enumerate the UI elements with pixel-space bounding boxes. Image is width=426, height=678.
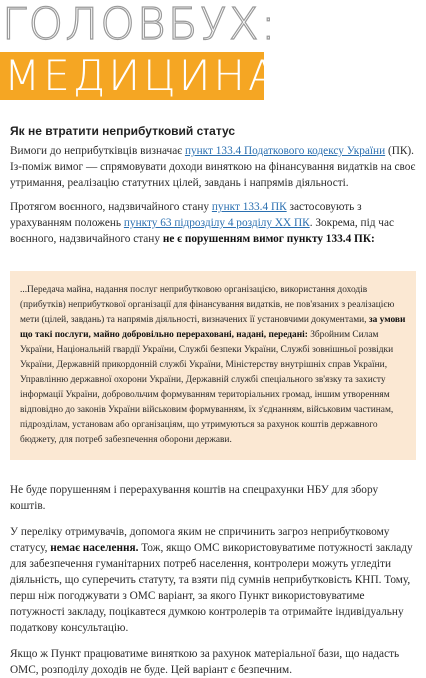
paragraph-nbu: Не буде порушенням і перерахування коштів на спецрахунки НБУ для збору коштів.	[10, 484, 379, 512]
brand-logo	[0, 0, 280, 108]
text-span: . Зокрема, під час воєнного, надзвичайного стану	[10, 217, 395, 245]
logo-line-2: МЕДИЦИНА	[0, 52, 264, 100]
section-title: Як не втратити неприбутковий статус	[10, 124, 236, 138]
text-span: У переліку отримувачів, допомога яким не спричинить загроз неприбутковому статусу,	[10, 526, 390, 554]
text-span: Протягом воєнного, надзвичайного стану	[10, 201, 212, 213]
text-span: ...Передача майна, надання послуг неприбутковою організацією, використання доходів (прибутків) неприбуткової організації для фінансування видатків, не пов'язаних з реалізацією мети (цілей, завдань) та напрямів діяльності, визначених її установчими документами,	[20, 285, 395, 325]
text-span: Тож, якщо ОМС використовуватиме потужності закладу для забезпечення гуманітарних потреб населення, контролери можуть угледіти діяльність, що суперечить статуту, та взяти під сумнів неприбутковість КНП. Тому, перш ніж погоджувати з ОМС варіант, за якого Пункт використовуватиме потужності закладу, поцікавтеся думкою контролерів та отримайте індивідуальну податкову консультацію.	[10, 542, 413, 634]
text-span: Вимоги до неприбутківців визначає	[10, 145, 185, 157]
link-pk-133-4-short[interactable]: пункт 133.4 ПК	[211, 201, 287, 213]
article-body	[10, 124, 416, 678]
legal-quote	[10, 271, 416, 460]
bold-span: немає населення.	[50, 542, 139, 554]
link-pk-63[interactable]: пункту 63 підрозділу 4 розділу XX ПК	[123, 217, 310, 229]
paragraph-population	[10, 524, 416, 636]
text-span: Збройним Силам України, Національній гвардії України, Службі безпеки України, Службі зовнішньої розвідки України, Державній прикордонній службі України, Міністерству внутрішніх справ України, Управлінню державної охорони України, Державній службі спеціального зв'язку та захисту інформації України, добровольчим формуванням територіальних громад, іншим утворенням відповідно до законів України військовим формуванням, їх з'єднанням, військовим частинам, підрозділам, установам або організаціям, що утримуються за рахунок коштів державного бюджету, для потреб забезпечення оборони держави.	[20, 330, 394, 445]
text-span: застосовують з урахуванням положень	[10, 201, 362, 229]
text-span: (ПК). Із-поміж вимог — спрямовувати доходи виняткою на фінансування видатків на своє утримання, реалізацію статутних цілей, завдань і напрямів діяльності.	[10, 145, 416, 189]
paragraph-safe-option: Якщо ж Пункт працюватиме виняткою за рахунок матеріальної бази, що надасть ОМС, розподілу доходів не буде. Цей варіант є безпечним.	[10, 648, 400, 676]
bold-span: за умови що такі послуги, майно добровільно перераховані, надані, передані:	[20, 315, 406, 340]
paragraph-requirements	[10, 143, 416, 191]
paragraph-martial-law	[10, 199, 416, 247]
link-pk-133-4[interactable]: пункт 133.4 Податкового кодексу України	[184, 145, 386, 157]
conclusion	[10, 482, 416, 678]
logo-line-1: ГОЛОВБУХ:	[2, 0, 278, 50]
bold-span: не є порушенням вимог пункту 133.4 ПК:	[162, 233, 375, 245]
